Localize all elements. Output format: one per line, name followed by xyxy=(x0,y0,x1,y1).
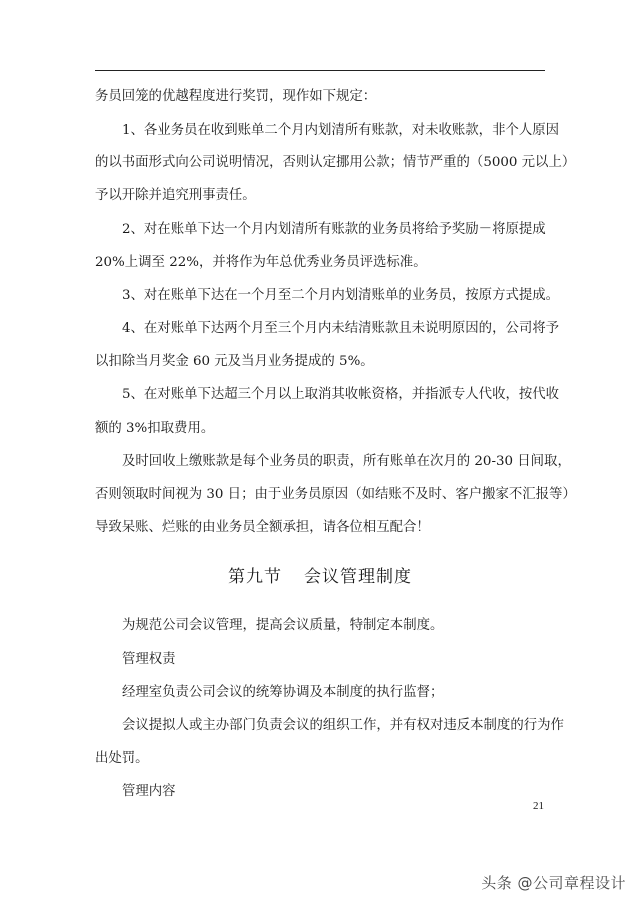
subheading-responsibility: 管理权责 xyxy=(122,652,176,667)
section-title: 会议管理制度 xyxy=(304,567,412,587)
paragraph-line-8: 4、在对账单下达两个月至三个月内未结清账款且未说明原因的，公司将予 xyxy=(122,321,560,336)
subheading-content: 管理内容 xyxy=(122,784,176,799)
paragraph-line-13: 否则领取时间视为 30 日；由于业务员原因（如结账不及时、客户搬家不汇报等） xyxy=(95,487,576,502)
paragraph-line-9: 以扣除当月奖金 60 元及当月业务提成的 5%。 xyxy=(95,354,374,369)
paragraph-line-18: 会议提拟人或主办部门负责会议的组织工作，并有权对违反本制度的行为作 xyxy=(122,718,564,733)
paragraph-line-15: 为规范公司会议管理，提高会议质量，特制定本制度。 xyxy=(122,618,444,633)
paragraph-line-14: 导致呆账、烂账的由业务员全额承担，请各位相互配合！ xyxy=(95,520,430,535)
paragraph-line-5: 2、对在账单下达一个月内划清所有账款的业务员将给予奖励－将原提成 xyxy=(122,222,546,237)
paragraph-line-2: 1、各业务员在收到账单二个月内划清所有账款，对未收账款，非个人原因 xyxy=(122,123,560,138)
header-rule xyxy=(95,70,545,71)
watermark-text: 头条 @公司章程设计 xyxy=(481,874,626,892)
section-number: 第九节 xyxy=(228,567,282,587)
paragraph-line-11: 额的 3%扣取费用。 xyxy=(95,421,215,436)
paragraph-line-7: 3、对在账单下达在一个月至二个月内划清账单的业务员，按原方式提成。 xyxy=(122,288,560,303)
page-number: 21 xyxy=(533,800,544,812)
section-heading xyxy=(0,566,640,588)
paragraph-line-12: 及时回收上缴账款是每个业务员的职责，所有账单在次月的 20-30 日间取， xyxy=(122,454,571,469)
paragraph-line-19: 出处罚。 xyxy=(95,751,149,766)
paragraph-line-1: 务员回笼的优越程度进行奖罚，现作如下规定： xyxy=(95,89,377,104)
paragraph-line-3: 的以书面形式向公司说明情况，否则认定挪用公款；情节严重的（5000 元以上） xyxy=(95,155,576,170)
paragraph-line-10: 5、在对账单下达超三个月以上取消其收帐资格，并指派专人代收，按代收 xyxy=(122,387,560,402)
paragraph-line-4: 予以开除并追究刑事责任。 xyxy=(95,188,256,203)
paragraph-line-6: 20%上调至 22%，并将作为年总优秀业务员评选标准。 xyxy=(95,255,427,270)
paragraph-line-17: 经理室负责公司会议的统筹协调及本制度的执行监督； xyxy=(122,685,444,700)
